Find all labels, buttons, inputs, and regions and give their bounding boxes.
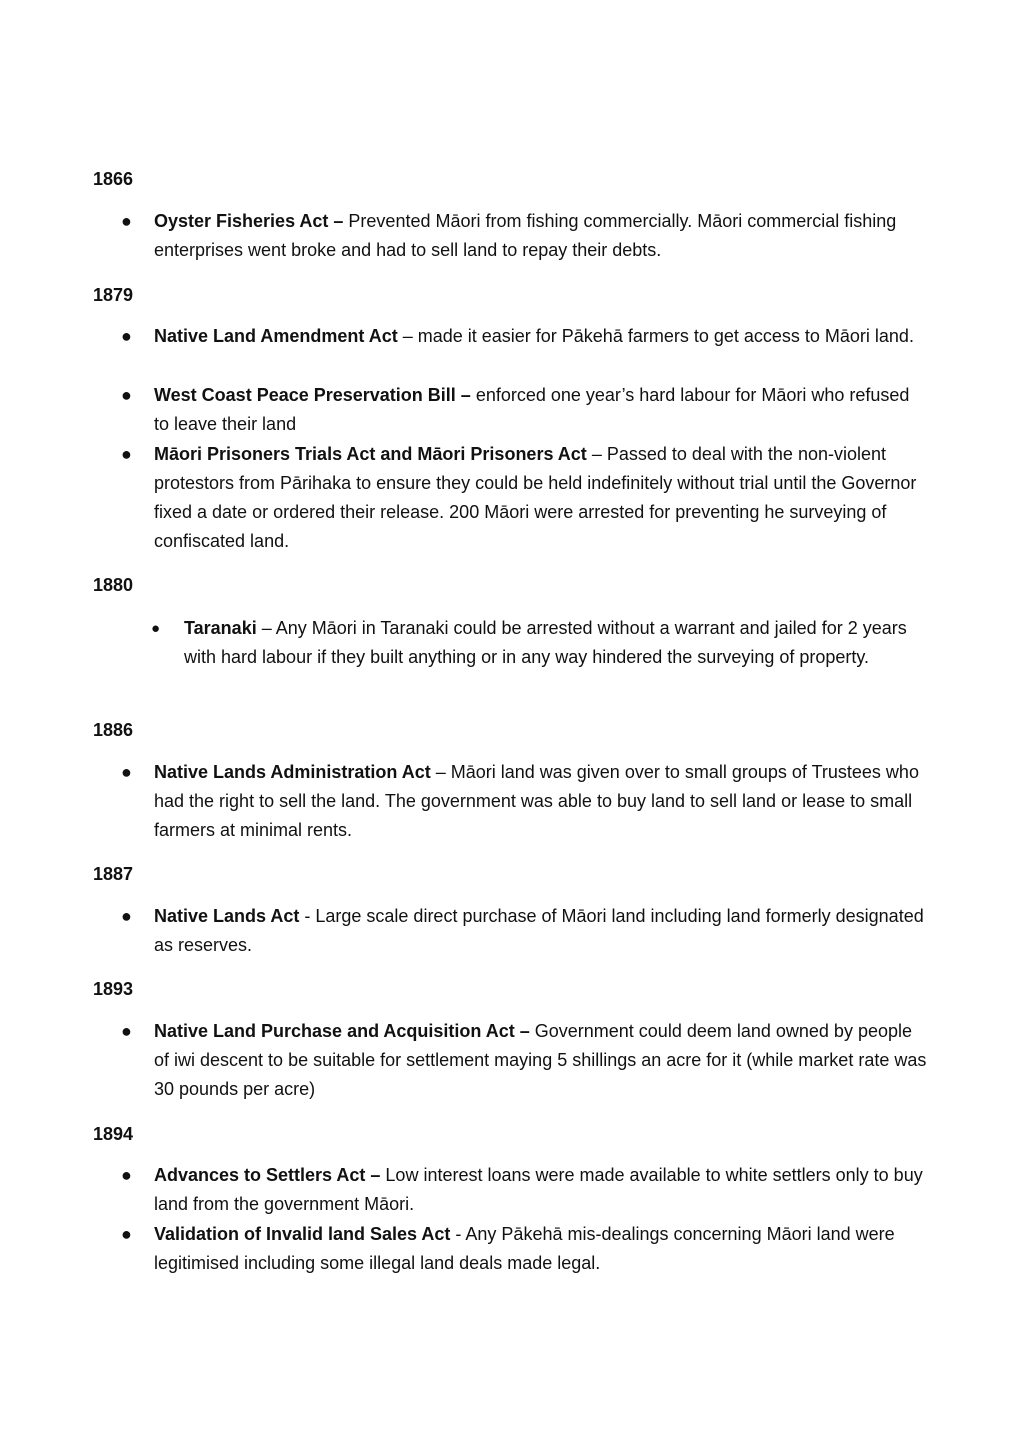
bullet-icon: ● [121, 385, 132, 405]
year-heading: 1866 [93, 169, 134, 189]
year-heading: 1894 [93, 1124, 134, 1144]
act-name: Māori Prisoners Trials Act and Māori Prisoners Act [154, 444, 587, 464]
act-description: Government could deem land owned by people of iwi descent to be suitable for settlement maying 5 shillings an acre for it (while market rate was 30 pounds per acre) [154, 1021, 927, 1099]
list-item [121, 440, 929, 556]
year-heading: 1880 [93, 575, 134, 595]
act-name: Native Land Amendment Act [154, 326, 398, 346]
act-description: Prevented Māori from fishing commercially. Māori commercial fishing enterprises went broke and had to sell land to repay their debts. [154, 211, 897, 260]
list-item [151, 614, 929, 672]
bullet-icon: ● [121, 1165, 132, 1185]
bullet-icon: ● [121, 444, 132, 464]
bullet-icon: ● [121, 1224, 132, 1244]
act-name: Native Lands Act [154, 906, 300, 926]
act-name: Native Lands Administration Act [154, 762, 431, 782]
list-item [121, 1161, 929, 1219]
bullet-icon: ● [151, 620, 161, 637]
act-description: - Large scale direct purchase of Māori land including land formerly designated as reserves. [154, 906, 924, 955]
act-name: Validation of Invalid land Sales Act [154, 1224, 451, 1244]
list-item [121, 1220, 929, 1278]
year-heading: 1893 [93, 979, 134, 999]
act-name: Advances to Settlers Act – [154, 1165, 381, 1185]
act-name: West Coast Peace Preservation Bill – [154, 385, 471, 405]
act-description: – Māori land was given over to small groups of Trustees who had the right to sell the land. The government was able to buy land to sell land or lease to small farmers at minimal rents. [154, 762, 919, 840]
list-item [121, 1017, 929, 1104]
list-item [121, 381, 929, 439]
year-heading: 1887 [93, 864, 134, 884]
list-item [121, 207, 929, 265]
year-heading: 1886 [93, 720, 134, 740]
list-item [121, 322, 929, 351]
list-item [121, 902, 929, 960]
act-description: – made it easier for Pākehā farmers to get access to Māori land. [397, 326, 914, 346]
act-name: Oyster Fisheries Act – [154, 211, 344, 231]
bullet-icon: ● [121, 326, 132, 346]
act-description: - Any Pākehā mis-dealings concerning Māori land were legitimised including some illegal land deals made legal. [154, 1224, 895, 1273]
bullet-icon: ● [121, 762, 132, 782]
act-description: – Passed to deal with the non-violent protestors from Pārihaka to ensure they could be held indefinitely without trial until the Governor fixed a date or ordered their release. 200 Māori were arrested for preventing he surveying of confiscated land. [154, 444, 917, 551]
bullet-icon: ● [121, 1021, 132, 1041]
act-name: Taranaki [184, 618, 257, 638]
act-description: Low interest loans were made available to white settlers only to buy land from the government Māori. [154, 1165, 923, 1214]
act-description: enforced one year’s hard labour for Māori who refused to leave their land [154, 385, 910, 434]
list-item [121, 758, 929, 845]
bullet-icon: ● [121, 211, 132, 231]
act-description: – Any Māori in Taranaki could be arrested without a warrant and jailed for 2 years with hard labour if they built anything or in any way hindered the surveying of property. [184, 618, 907, 667]
year-heading: 1879 [93, 285, 134, 305]
bullet-icon: ● [121, 906, 132, 926]
act-name: Native Land Purchase and Acquisition Act – [154, 1021, 530, 1041]
